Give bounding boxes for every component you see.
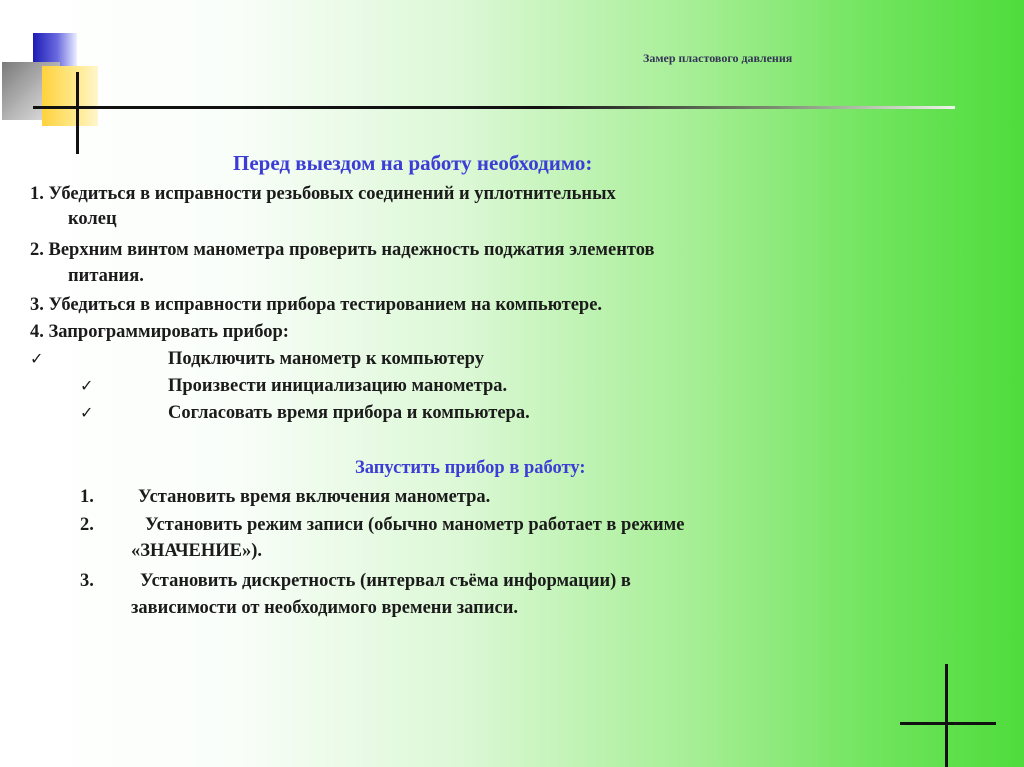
section-subheading: Запустить прибор в работу: (355, 458, 586, 478)
numbered-item-2-cont: «ЗНАЧЕНИЕ»). (131, 541, 263, 561)
list-item-1: 1. Убедиться в исправности резьбовых соединений и уплотнительных (30, 184, 616, 204)
decor-yellow-square (42, 66, 98, 126)
decor-bottom-vertical-line (945, 664, 948, 767)
check-icon: ✓ (30, 349, 44, 368)
numbered-item-1-num: 1. (80, 487, 94, 507)
numbered-item-2: Установить режим записи (обычно манометр работает в режиме (145, 515, 685, 535)
check-icon: ✓ (80, 403, 94, 422)
numbered-item-3: Установить дискретность (интервал съёма информации) в (140, 571, 631, 591)
decor-top-vertical-line (76, 72, 79, 154)
decor-top-horizontal-line (33, 106, 955, 109)
list-item-4: 4. Запрограммировать прибор: (30, 322, 289, 342)
list-item-3: 3. Убедиться в исправности прибора тестированием на компьютере. (30, 295, 603, 315)
decor-bottom-horizontal-line (900, 722, 996, 725)
numbered-item-2-num: 2. (80, 515, 94, 535)
numbered-item-3-num: 3. (80, 571, 94, 591)
check-item-3: Согласовать время прибора и компьютера. (168, 403, 530, 423)
check-item-1: Подключить манометр к компьютеру (168, 349, 484, 369)
list-item-1-cont: колец (68, 209, 117, 229)
section-heading: Перед выездом на работу необходимо: (233, 151, 593, 175)
list-item-2: 2. Верхним винтом манометра проверить надежность поджатия элементов (30, 240, 655, 260)
list-item-2-cont: питания. (68, 266, 144, 286)
check-item-2: Произвести инициализацию манометра. (168, 376, 508, 396)
slide-header-title: Замер пластового давления (643, 51, 793, 65)
numbered-item-1: Установить время включения манометра. (138, 487, 491, 507)
check-icon: ✓ (80, 376, 94, 395)
numbered-item-3-cont: зависимости от необходимого времени записи. (131, 598, 518, 618)
